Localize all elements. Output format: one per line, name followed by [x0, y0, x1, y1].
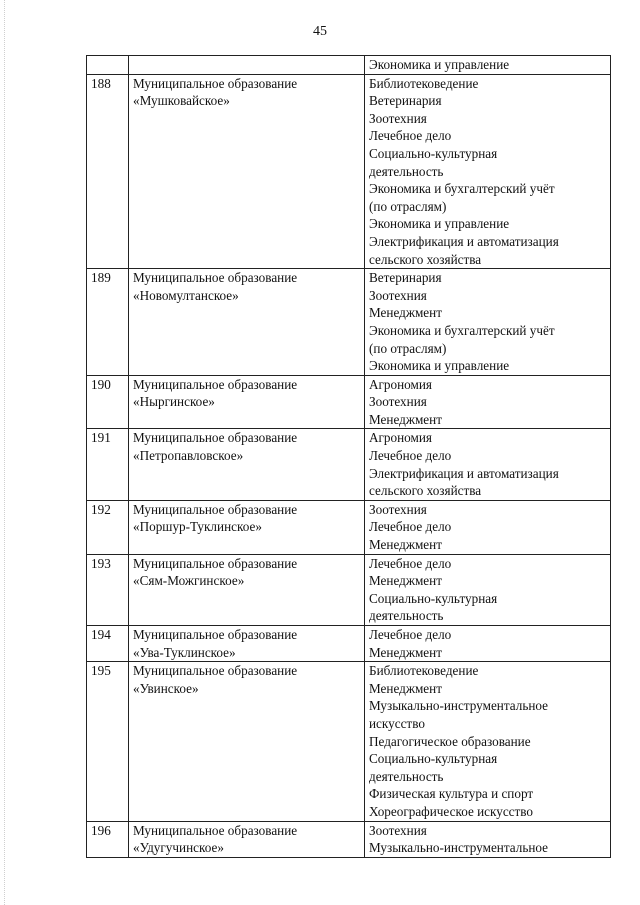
municipality-name-line: Муниципальное образование — [133, 430, 298, 446]
specialty-item: Социально-культурная — [369, 145, 498, 161]
specialty-item: Зоотехния — [369, 501, 427, 517]
table-row — [87, 500, 611, 554]
specialty-item: Ветеринария — [369, 270, 442, 286]
specialty-item: Экономика и бухгалтерский учёт — [369, 181, 555, 197]
municipality-name-line: «Ува-Туклинское» — [133, 644, 236, 660]
specialties-list — [365, 269, 611, 376]
row-number: 189 — [87, 269, 129, 376]
specialty-item: Музыкально-инструментальное — [369, 698, 549, 714]
specialty-item: Лечебное дело — [369, 128, 452, 144]
municipality-name-line: «Ныргинское» — [133, 394, 215, 410]
table-row — [87, 821, 611, 857]
table-row — [87, 554, 611, 625]
municipality-name — [129, 626, 365, 662]
specialty-item: сельского хозяйства — [369, 483, 482, 499]
row-number: 190 — [87, 375, 129, 429]
municipality-name — [129, 500, 365, 554]
specialty-item: Библиотековедение — [369, 75, 479, 91]
table-row — [87, 662, 611, 821]
specialty-item: Менеджмент — [369, 573, 442, 589]
specialty-item: Лечебное дело — [369, 448, 452, 464]
specialty-item: деятельность — [369, 608, 444, 624]
municipality-name-line: «Мушковайское» — [133, 93, 230, 109]
table-row — [87, 375, 611, 429]
row-number — [87, 56, 129, 75]
page-edge-marks — [4, 0, 6, 905]
municipality-name-line: Муниципальное образование — [133, 501, 298, 517]
municipality-name — [129, 662, 365, 821]
municipality-name-line: «Петропавловское» — [133, 448, 244, 464]
row-number: 191 — [87, 429, 129, 500]
specialty-item: Зоотехния — [369, 110, 427, 126]
specialties-list — [365, 375, 611, 429]
municipality-name — [129, 375, 365, 429]
specialty-item: Педагогическое образование — [369, 733, 531, 749]
municipality-name-line: Муниципальное образование — [133, 270, 298, 286]
specialty-item: Менеджмент — [369, 411, 442, 427]
table-row — [87, 269, 611, 376]
specialty-item: (по отраслям) — [369, 340, 447, 356]
municipality-name-line: Муниципальное образование — [133, 75, 298, 91]
specialties-list — [365, 56, 611, 75]
specialties-list — [365, 74, 611, 269]
specialty-item: деятельность — [369, 163, 444, 179]
row-number: 196 — [87, 821, 129, 857]
municipality-specialties-table — [86, 55, 611, 858]
municipality-name — [129, 429, 365, 500]
specialty-item: Агрономия — [369, 430, 432, 446]
row-number: 188 — [87, 74, 129, 269]
specialties-list — [365, 429, 611, 500]
municipality-name-line: Муниципальное образование — [133, 627, 298, 642]
row-number: 194 — [87, 626, 129, 662]
row-number: 192 — [87, 500, 129, 554]
specialty-item: Социально-культурная — [369, 590, 498, 606]
specialty-item: (по отраслям) — [369, 198, 447, 214]
municipality-name — [129, 56, 365, 75]
specialties-list — [365, 554, 611, 625]
specialties-list — [365, 500, 611, 554]
specialty-item: Экономика и управление — [369, 358, 510, 374]
table-row — [87, 429, 611, 500]
municipality-name-line: «Увинское» — [133, 680, 199, 696]
specialty-item: Лечебное дело — [369, 519, 452, 535]
specialty-item: Электрификация и автоматизация — [369, 465, 559, 481]
specialty-item: Ветеринария — [369, 93, 442, 109]
municipality-name-line: Муниципальное образование — [133, 376, 298, 392]
specialty-item: сельского хозяйства — [369, 251, 482, 267]
specialty-item: Менеджмент — [369, 644, 442, 660]
municipality-name-line: Муниципальное образование — [133, 555, 298, 571]
specialty-item: Музыкально-инструментальное — [369, 840, 549, 856]
specialty-item: Электрификация и автоматизация — [369, 233, 559, 249]
page-number: 45 — [313, 24, 327, 39]
specialty-item: Лечебное дело — [369, 627, 452, 642]
specialty-item: Хореографическое искусство — [369, 803, 534, 819]
specialty-item: искусство — [369, 715, 425, 731]
specialty-item: Зоотехния — [369, 394, 427, 410]
table-row — [87, 626, 611, 662]
specialty-item: Агрономия — [369, 376, 432, 392]
specialty-item: Экономика и бухгалтерский учёт — [369, 322, 555, 338]
municipality-name — [129, 74, 365, 269]
table-row — [87, 74, 611, 269]
table-row — [87, 56, 611, 75]
specialty-item: Зоотехния — [369, 287, 427, 303]
row-number: 195 — [87, 662, 129, 821]
municipality-name — [129, 821, 365, 857]
specialty-item: Экономика и управление — [369, 216, 510, 232]
specialty-item: Зоотехния — [369, 822, 427, 838]
specialties-list — [365, 662, 611, 821]
municipality-name-line: Муниципальное образование — [133, 822, 298, 838]
specialty-item: Библиотековедение — [369, 663, 479, 679]
table-body — [87, 56, 611, 858]
specialty-item: Лечебное дело — [369, 555, 452, 571]
municipality-name-line: «Новомултанское» — [133, 287, 239, 303]
specialty-item: Физическая культура и спорт — [369, 786, 534, 802]
municipality-name-line: «Поршур-Туклинское» — [133, 519, 262, 535]
specialty-item: деятельность — [369, 768, 444, 784]
specialty-item: Менеджмент — [369, 537, 442, 553]
row-number: 193 — [87, 554, 129, 625]
specialty-item: Менеджмент — [369, 680, 442, 696]
specialties-list — [365, 821, 611, 857]
municipality-name-line: Муниципальное образование — [133, 663, 298, 679]
municipality-name — [129, 269, 365, 376]
specialty-item: Социально-культурная — [369, 751, 498, 767]
specialties-list — [365, 626, 611, 662]
municipality-name-line: «Удугучинское» — [133, 840, 224, 856]
municipality-name-line: «Сям-Можгинское» — [133, 573, 245, 589]
specialty-item: Экономика и управление — [369, 57, 510, 72]
municipality-name — [129, 554, 365, 625]
specialty-item: Менеджмент — [369, 305, 442, 321]
